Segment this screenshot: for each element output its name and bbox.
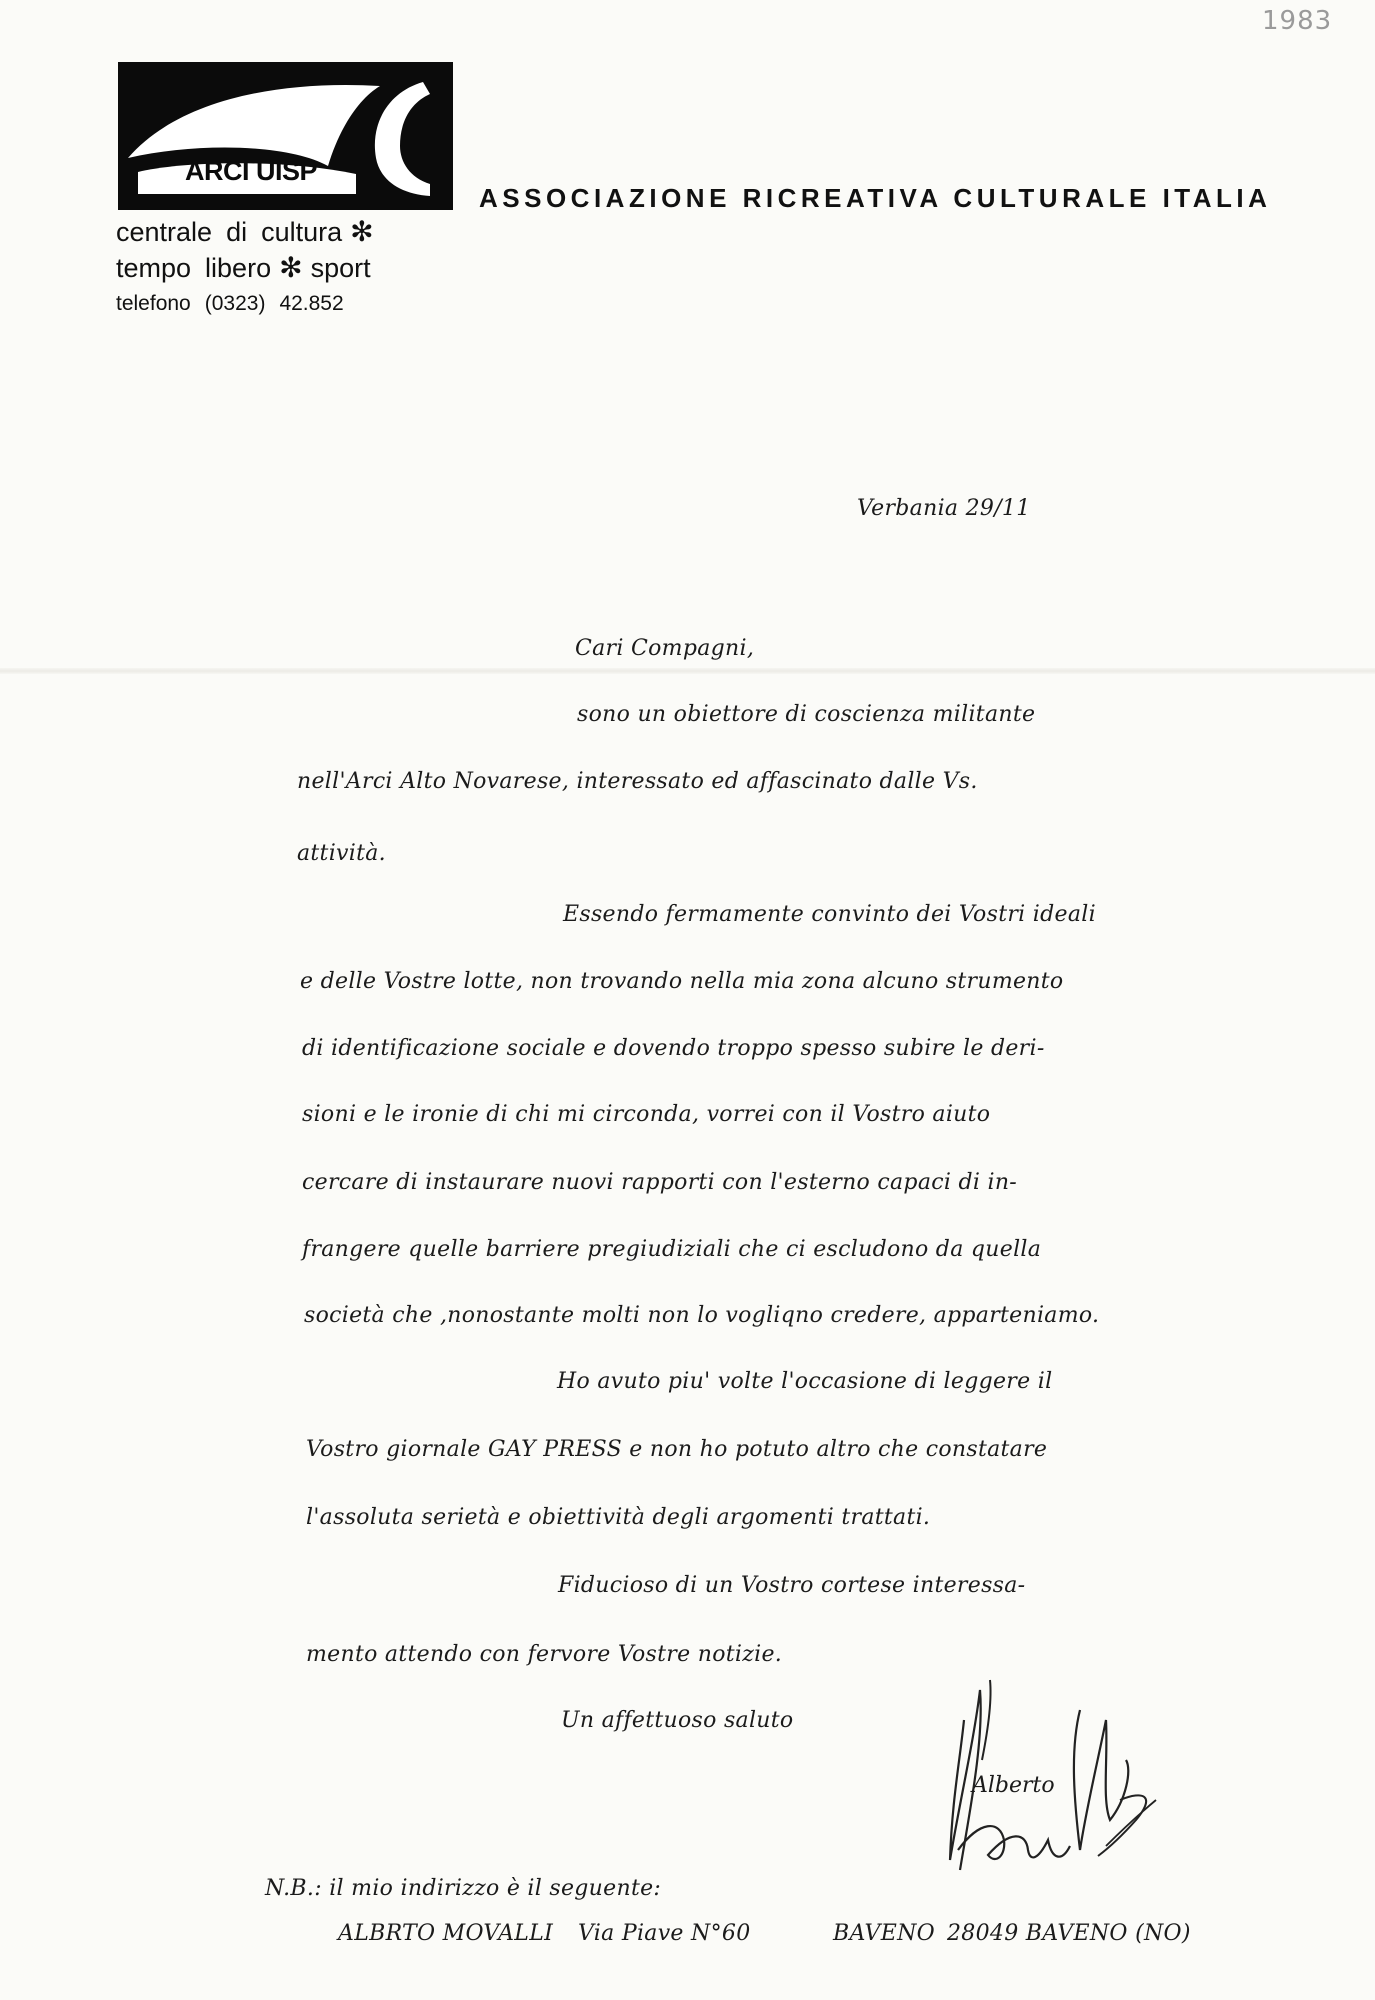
letter-line: società che ,nonostante molti non lo vogliqno credere, apparteniamo. [304, 1303, 1100, 1328]
letter-line: sioni e le ironie di chi mi circonda, vorrei con il Vostro aiuto [302, 1102, 991, 1127]
letter-line: l'assoluta serietà e obiettività degli argomenti trattati. [306, 1505, 931, 1530]
letter-line: cercare di instaurare nuovi rapporti con l'esterno capaci di in- [302, 1170, 1018, 1195]
salutation: Cari Compagni, [575, 636, 755, 661]
letterhead-line-culture: centrale di cultura ✻ [116, 216, 374, 247]
letter-line: e delle Vostre lotte, non trovando nella mia zona alcuno strumento [300, 969, 1064, 994]
letter-line: mento attendo con fervore Vostre notizie. [306, 1642, 783, 1667]
address-street: Via Piave N°60 [578, 1921, 751, 1946]
paper-fold [0, 668, 1375, 674]
letter-line: Fiducioso di un Vostro cortese interessa- [558, 1573, 1026, 1598]
logo-swoosh-icon [118, 62, 453, 210]
place-date: Verbania 29/11 [857, 496, 1031, 521]
letter-line: di identificazione sociale e dovendo troppo spesso subire le deri- [302, 1036, 1045, 1061]
signature-name: Alberto [972, 1773, 1055, 1798]
letter-line: sono un obiettore di coscienza militante [577, 702, 1036, 727]
asterisk-icon: ✻ [279, 252, 303, 283]
letter-line: attività. [297, 841, 386, 866]
association-name: ASSOCIAZIONE RICREATIVA CULTURALE ITALIA [479, 183, 1272, 213]
handwritten-signature [930, 1650, 1160, 1890]
arci-uisp-logo [118, 62, 453, 210]
logo-text: ARCI UISP [184, 156, 318, 186]
letter-line: Vostro giornale GAY PRESS e non ho potuto altro che constatare [306, 1437, 1048, 1462]
address-name: ALBRTO MOVALLI [338, 1921, 554, 1946]
address-postal: 28049 BAVENO (NO) [947, 1921, 1191, 1946]
letter-line: nell'Arci Alto Novarese, interessato ed affascinato dalle Vs. [297, 769, 978, 794]
year-annotation: 1983 [1262, 6, 1333, 36]
letter-line: frangere quelle barriere pregiudiziali che ci escludono da quella [302, 1237, 1042, 1262]
letterhead-details [116, 214, 382, 320]
asterisk-icon: ✻ [350, 216, 374, 247]
letter-line: Essendo fermamente convinto dei Vostri ideali [563, 902, 1096, 927]
closing: Un affettuoso saluto [561, 1708, 794, 1733]
address-town: BAVENO [833, 1921, 935, 1946]
postscript: N.B.: il mio indirizzo è il seguente: [265, 1876, 662, 1901]
letterhead-phone: telefono (0323) 42.852 [116, 292, 344, 315]
letter-line: Ho avuto piu' volte l'occasione di leggere il [557, 1369, 1053, 1394]
letterhead-line-leisure: tempo libero ✻ sport [116, 252, 371, 283]
